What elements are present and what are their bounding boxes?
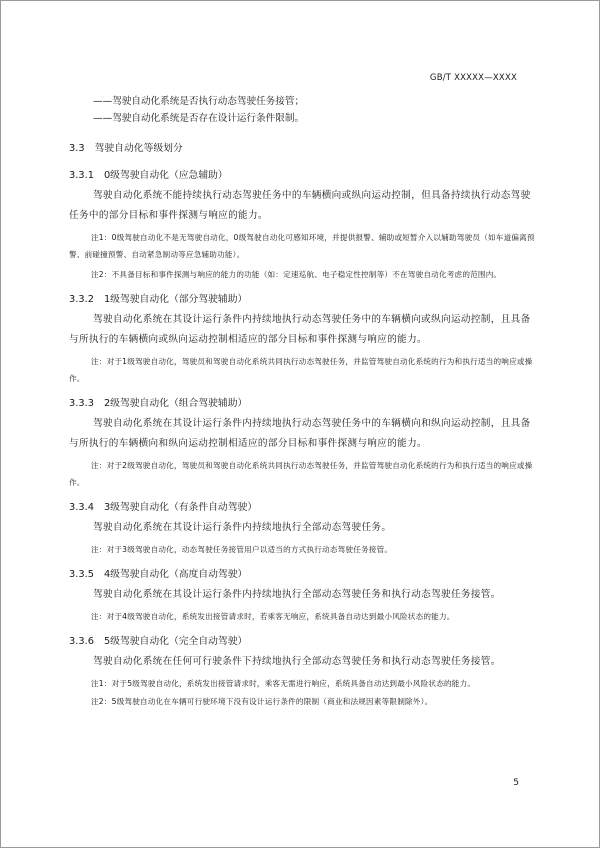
section-heading: [69, 141, 537, 157]
subsection-paragraph: 驾驶自动化系统在其设计运行条件内持续地执行全部动态驾驶任务。: [93, 522, 392, 533]
subsection-title: 2级驾驶自动化（组合驾驶辅助）: [103, 398, 248, 409]
subsection-number: 3.3.5: [69, 569, 94, 580]
dash-item: ——驾驶自动化系统是否存在设计运行条件限制。: [93, 113, 305, 124]
note: 注1：0级驾驶自动化不是无驾驶自动化，0级驾驶自动化可感知环境，并提供报警、辅助或短暂介入以辅助驾驶员（如车道偏离预警、前碰撞预警、自动紧急制动等应急辅助功能）。: [69, 233, 535, 259]
subsection-title: 3级驾驶自动化（有条件自动驾驶）: [103, 502, 258, 513]
note: 注：对于1级驾驶自动化，驾驶员和驾驶自动化系统共同执行动态驾驶任务，并监管驾驶自动化系统的行为和执行适当的响应或操作。: [69, 357, 533, 383]
subsection-number: 3.3.4: [69, 502, 94, 513]
note: 注：对于4级驾驶自动化，系统发出接管请求时，若乘客无响应，系统具备自动达到最小风险状态的能力。: [91, 612, 455, 621]
note: 注：对于3级驾驶自动化，动态驾驶任务接管用户以适当的方式执行动态驾驶任务接管。: [91, 545, 393, 554]
page-number: 5: [513, 778, 519, 788]
dash-item: ——驾驶自动化系统是否执行动态驾驶任务接管；: [93, 96, 305, 107]
note: 注2：5级驾驶自动化在车辆可行驶环境下没有设计运行条件的限制（商业和法规因素等限制除外）。: [91, 697, 433, 706]
subsection-heading: [69, 500, 537, 516]
subsection-heading: [69, 567, 537, 583]
subsection-title: 0级驾驶自动化（应急辅助）: [103, 170, 228, 181]
subsection-paragraph: 驾驶自动化系统在其设计运行条件内持续地执行动态驾驶任务中的车辆横向或纵向运动控制，且具备与所执行的车辆横向或纵向运动控制相适应的部分目标和事件探测与响应的能力。: [69, 314, 531, 345]
subsection-number: 3.3.2: [69, 294, 94, 305]
subsection-number: 3.3.6: [69, 636, 94, 647]
subsection-paragraph: 驾驶自动化系统在其设计运行条件内持续地执行全部动态驾驶任务和执行动态驾驶任务接管。: [93, 589, 501, 600]
subsection-paragraph: 驾驶自动化系统不能持续执行动态驾驶任务中的车辆横向或纵向运动控制，但具备持续执行动态驾驶任务中的部分目标和事件探测与响应的能力。: [69, 190, 531, 221]
subsection-title: 1级驾驶自动化（部分驾驶辅助）: [103, 294, 248, 305]
subsection-number: 3.3.1: [69, 170, 94, 181]
note: 注：对于2级驾驶自动化，驾驶员和驾驶自动化系统共同执行动态驾驶任务，并监管驾驶自动化系统的行为和执行适当的响应或操作。: [69, 461, 533, 487]
subsection-paragraph: 驾驶自动化系统在任何可行驶条件下持续地执行全部动态驾驶任务和执行动态驾驶任务接管。: [93, 656, 501, 667]
subsection-heading: [69, 396, 537, 412]
note: 注1：对于5级驾驶自动化，系统发出接管请求时，乘客无需进行响应，系统具备自动达到最小风险状态的能力。: [91, 679, 476, 688]
subsection-number: 3.3.3: [69, 398, 94, 409]
subsection-heading: [69, 168, 537, 184]
subsection-paragraph: 驾驶自动化系统在其设计运行条件内持续地执行动态驾驶任务中的车辆横向和纵向运动控制，且具备与所执行的车辆横向和纵向运动控制相适应的部分目标和事件探测与响应的能力。: [69, 418, 531, 449]
subsection-title: 4级驾驶自动化（高度自动驾驶）: [103, 569, 248, 580]
section-number: 3.3: [69, 143, 85, 154]
subsection-title: 5级驾驶自动化（完全自动驾驶）: [103, 636, 248, 647]
subsection-heading: [69, 292, 537, 308]
section-title: 驾驶自动化等级划分: [94, 143, 183, 154]
standard-code-header: GB/T XXXXX—XXXX: [429, 73, 517, 83]
note: 注2：不具备目标和事件探测与响应的能力的功能（如：定速巡航、电子稳定性控制等）不在驾驶自动化考虑的范围内。: [91, 270, 502, 279]
subsection-heading: [69, 634, 537, 650]
page-content: [69, 93, 537, 710]
